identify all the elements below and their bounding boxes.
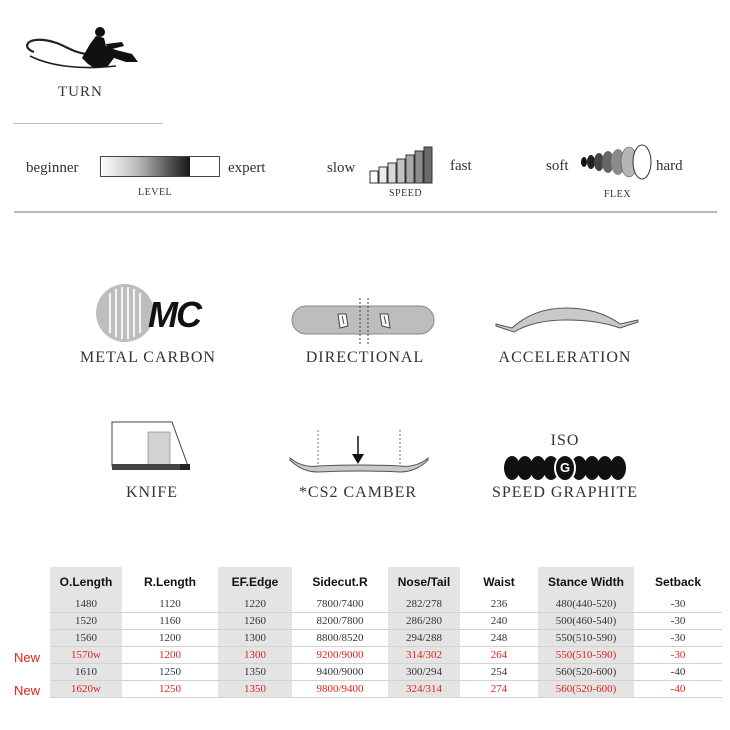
cell-r-length: 1120 xyxy=(122,596,218,613)
header-stance-width: Stance Width xyxy=(538,567,634,596)
spec-table xyxy=(50,567,722,698)
cell-o-length: 1560 xyxy=(50,630,122,647)
cell-nose-tail: 282/278 xyxy=(388,596,460,613)
speed-bars-icon xyxy=(369,145,445,185)
new-tag-row6: New xyxy=(14,683,41,698)
cell-o-length: 1520 xyxy=(50,613,122,630)
header-r-length: R.Length xyxy=(144,574,196,589)
cell-o-length: 1480 xyxy=(50,596,122,613)
turn-label: TURN xyxy=(58,84,103,100)
table-row-new xyxy=(50,681,722,698)
cell-setback: -30 xyxy=(634,630,722,647)
cell-sidecut: 9400/9000 xyxy=(292,664,388,681)
cell-waist: 248 xyxy=(460,630,538,647)
cell-sidecut: 9200/9000 xyxy=(292,647,388,664)
table-row-new xyxy=(50,647,722,664)
cell-o-length: 1610 xyxy=(50,664,122,681)
header-ef-edge: EF.Edge xyxy=(218,567,292,596)
header-o-length: O.Length xyxy=(50,567,122,596)
cell-sidecut: 8200/7800 xyxy=(292,613,388,630)
speed-graphite-badge: G xyxy=(559,460,571,475)
cell-waist: 274 xyxy=(460,681,538,698)
feature-label-knife: KNIFE xyxy=(125,484,179,501)
flex-right-label: hard xyxy=(656,158,683,174)
speed-right-label: fast xyxy=(450,158,472,174)
cell-nose-tail: 324/314 xyxy=(388,681,460,698)
header-nose-tail: Nose/Tail xyxy=(388,567,460,596)
cell-o-length: 1620w xyxy=(50,681,122,698)
table-row xyxy=(50,630,722,647)
speed-graphite-iso: ISO xyxy=(550,432,580,449)
cell-r-length: 1200 xyxy=(122,630,218,647)
acceleration-profile-icon xyxy=(494,298,640,338)
speed-caption: SPEED xyxy=(389,188,423,199)
snowboarder-turn-icon xyxy=(20,22,150,82)
flex-caption: FLEX xyxy=(604,189,631,200)
speed-graphite-icon xyxy=(500,453,630,483)
cell-r-length: 1250 xyxy=(122,664,218,681)
cell-nose-tail: 294/288 xyxy=(388,630,460,647)
metal-carbon-badge: MC xyxy=(148,294,200,335)
cell-sidecut: 7800/7400 xyxy=(292,596,388,613)
camber-profile-icon xyxy=(288,428,430,476)
cell-stance-width: 560(520-600) xyxy=(538,681,634,698)
cell-nose-tail: 314/302 xyxy=(388,647,460,664)
cell-stance-width: 550(510-590) xyxy=(538,630,634,647)
new-tag-row4: New xyxy=(14,650,41,665)
cell-o-length: 1570w xyxy=(50,647,122,664)
table-row xyxy=(50,664,722,681)
cell-setback: -30 xyxy=(634,596,722,613)
cell-sidecut: 9800/9400 xyxy=(292,681,388,698)
speed-left-label: slow xyxy=(327,160,356,176)
cell-setback: -30 xyxy=(634,647,722,664)
level-left-label: beginner xyxy=(26,160,79,176)
cell-setback: -30 xyxy=(634,613,722,630)
cell-waist: 264 xyxy=(460,647,538,664)
flex-left-label: soft xyxy=(546,158,569,174)
feature-label-camber: *CS2 CAMBER xyxy=(298,484,418,501)
cell-setback: -40 xyxy=(634,681,722,698)
header-sidecut: Sidecut.R xyxy=(312,574,368,589)
feature-label-metal-carbon: METAL CARBON xyxy=(80,349,216,366)
cell-r-length: 1250 xyxy=(122,681,218,698)
feature-label-acceleration: ACCELERATION xyxy=(498,349,632,366)
level-bar xyxy=(100,156,220,177)
cell-ef-edge: 1260 xyxy=(218,613,292,630)
knife-edge-icon xyxy=(110,420,194,474)
cell-nose-tail: 286/280 xyxy=(388,613,460,630)
cell-waist: 240 xyxy=(460,613,538,630)
divider-long xyxy=(14,211,717,213)
cell-stance-width: 550(510-590) xyxy=(538,647,634,664)
cell-ef-edge: 1350 xyxy=(218,664,292,681)
divider-short xyxy=(14,123,162,124)
feature-label-speed-graphite: SPEED GRAPHITE xyxy=(491,484,638,501)
level-bar-fill xyxy=(101,157,190,176)
cell-r-length: 1200 xyxy=(122,647,218,664)
cell-stance-width: 500(460-540) xyxy=(538,613,634,630)
table-row xyxy=(50,596,722,613)
cell-setback: -40 xyxy=(634,664,722,681)
cell-stance-width: 480(440-520) xyxy=(538,596,634,613)
directional-board-icon xyxy=(290,296,438,346)
cell-stance-width: 560(520-600) xyxy=(538,664,634,681)
feature-label-directional: DIRECTIONAL xyxy=(305,349,425,366)
cell-sidecut: 8800/8520 xyxy=(292,630,388,647)
cell-ef-edge: 1350 xyxy=(218,681,292,698)
table-row xyxy=(50,613,722,630)
level-caption: LEVEL xyxy=(138,187,173,198)
metal-carbon-icon xyxy=(96,283,226,343)
cell-ef-edge: 1300 xyxy=(218,630,292,647)
spec-header-row xyxy=(50,567,722,596)
cell-r-length: 1160 xyxy=(122,613,218,630)
cell-waist: 254 xyxy=(460,664,538,681)
flex-coils-icon xyxy=(576,142,656,182)
header-waist: Waist xyxy=(483,574,515,589)
cell-ef-edge: 1220 xyxy=(218,596,292,613)
cell-ef-edge: 1300 xyxy=(218,647,292,664)
header-setback: Setback xyxy=(654,574,702,589)
cell-nose-tail: 300/294 xyxy=(388,664,460,681)
level-right-label: expert xyxy=(228,160,266,176)
cell-waist: 236 xyxy=(460,596,538,613)
